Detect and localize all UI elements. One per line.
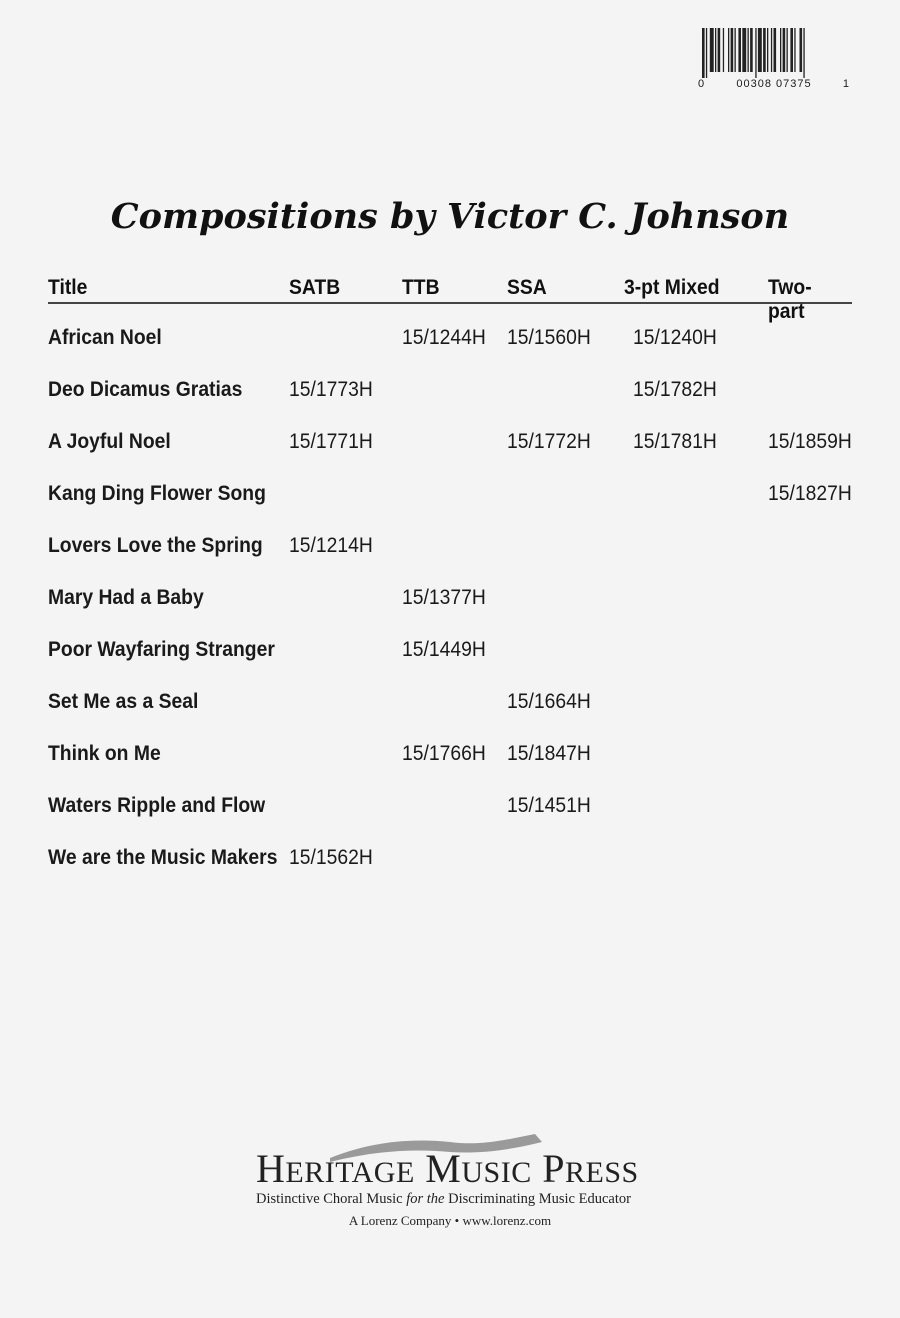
composition-title: Kang Ding Flower Song (48, 482, 266, 505)
barcode-bar (780, 28, 781, 72)
barcode-bar (758, 28, 762, 72)
table-row (48, 686, 852, 738)
table-row (48, 582, 852, 634)
barcode-middle-digits: 00308 07375 (736, 78, 812, 90)
barcode-digits (698, 78, 850, 90)
barcode-bar (774, 28, 777, 72)
column-header-3pt-mixed: 3-pt Mixed (624, 276, 720, 299)
table-row (48, 426, 852, 478)
table-row (48, 478, 852, 530)
catalog-number: 15/1827H (768, 482, 852, 505)
barcode-first-digit: 0 (698, 78, 706, 90)
catalog-number: 15/1772H (507, 430, 591, 453)
barcode-last-digit: 1 (842, 78, 850, 90)
barcode (698, 28, 850, 98)
table-row (48, 842, 852, 894)
barcode-bar (787, 28, 788, 72)
barcode-bar (735, 28, 736, 72)
table-row (48, 530, 852, 582)
column-header-ttb: TTB (402, 276, 440, 299)
catalog-number: 15/1782H (633, 378, 717, 401)
composition-title: Poor Wayfaring Stranger (48, 638, 275, 661)
barcode-bar (803, 28, 804, 78)
column-header-two-part: Two-part (768, 276, 812, 323)
barcode-bar (738, 28, 741, 72)
barcode-bar (702, 28, 705, 78)
barcode-bars (698, 28, 850, 78)
barcode-bar (750, 28, 753, 72)
catalog-number: 15/1449H (402, 638, 486, 661)
publisher-tagline: Distinctive Choral Music for the Discriminating Music Educator (256, 1191, 631, 1207)
barcode-bar (731, 28, 734, 72)
table-row (48, 322, 852, 374)
catalog-number: 15/1451H (507, 794, 591, 817)
catalog-number: 15/1214H (289, 534, 373, 557)
barcode-bar (723, 28, 724, 72)
table-row (48, 738, 852, 790)
barcode-bar (767, 28, 768, 72)
composition-title: A Joyful Noel (48, 430, 171, 453)
composition-title: We are the Music Makers (48, 846, 278, 869)
barcode-bar (728, 28, 729, 72)
column-header-satb: SATB (289, 276, 341, 299)
publisher-company-line: A Lorenz Company • www.lorenz.com (348, 1213, 552, 1228)
catalog-number: 15/1773H (289, 378, 373, 401)
catalog-number: 15/1240H (633, 326, 717, 349)
table-row (48, 374, 852, 426)
column-header-title: Title (48, 276, 88, 299)
barcode-bar (718, 28, 721, 72)
table-row (48, 790, 852, 842)
composition-title: Set Me as a Seal (48, 690, 199, 713)
table-row (48, 634, 852, 686)
composition-title: Think on Me (48, 742, 161, 765)
catalog-number: 15/1244H (402, 326, 486, 349)
composition-title: Lovers Love the Spring (48, 534, 263, 557)
catalog-number: 15/1781H (633, 430, 717, 453)
catalog-number: 15/1377H (402, 586, 486, 609)
publisher-name: HERITAGE MUSIC PRESS (256, 1146, 639, 1191)
catalog-number: 15/1560H (507, 326, 591, 349)
page-title: Compositions by Victor C. Johnson (110, 196, 790, 237)
barcode-bar (742, 28, 746, 72)
barcode-bar (706, 28, 707, 78)
composition-title: Mary Had a Baby (48, 586, 204, 609)
barcode-bar (763, 28, 766, 72)
barcode-bar (783, 28, 786, 72)
barcode-bar (790, 28, 793, 72)
barcode-bar (710, 28, 714, 72)
catalog-number: 15/1859H (768, 430, 852, 453)
barcode-bar (800, 28, 803, 72)
barcode-bar (755, 28, 756, 78)
table-header (48, 270, 852, 323)
column-header-ssa: SSA (507, 276, 547, 299)
catalog-number: 15/1847H (507, 742, 591, 765)
composition-title: Waters Ripple and Flow (48, 794, 266, 817)
catalog-number: 15/1562H (289, 846, 373, 869)
catalog-number: 15/1771H (289, 430, 373, 453)
barcode-bar (771, 28, 772, 72)
barcode-bar (715, 28, 716, 72)
catalog-number: 15/1664H (507, 690, 591, 713)
barcode-bar (748, 28, 749, 72)
composition-title: African Noel (48, 326, 162, 349)
composition-title: Deo Dicamus Gratias (48, 378, 243, 401)
compositions-table (48, 270, 852, 869)
catalog-number: 15/1766H (402, 742, 486, 765)
barcode-bar (794, 28, 795, 72)
